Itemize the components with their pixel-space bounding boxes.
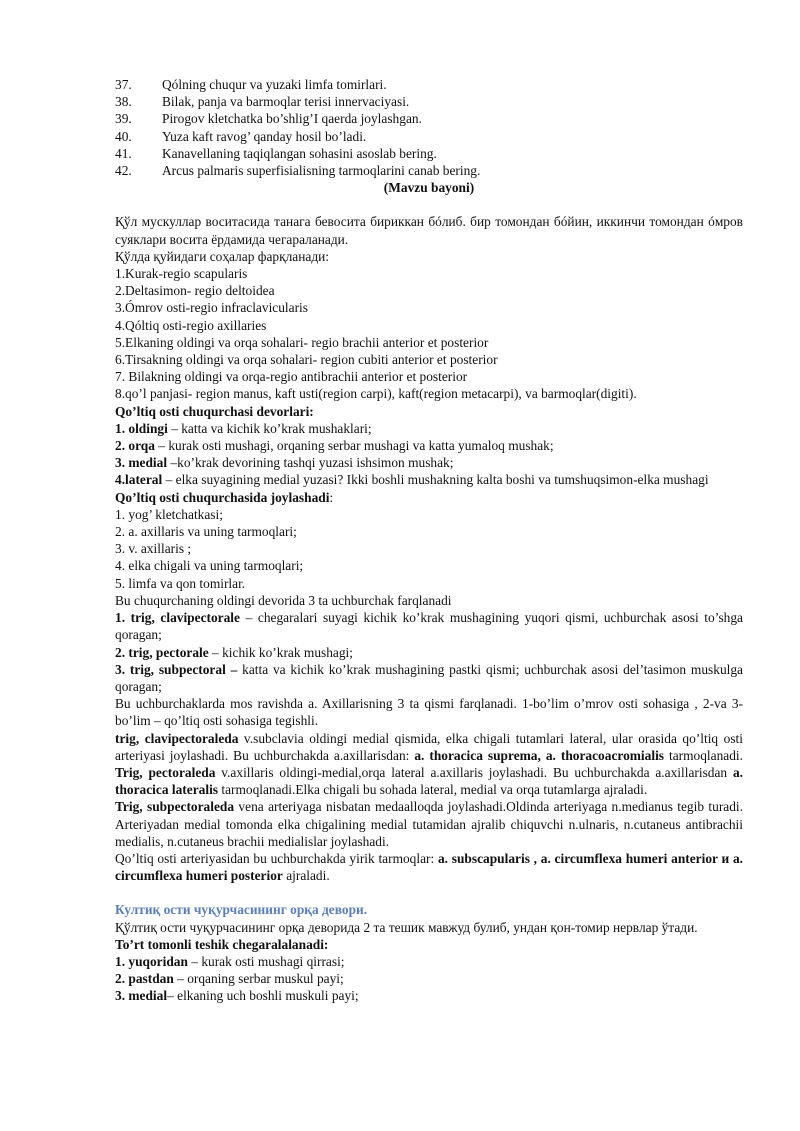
back-wall-paragraph: Қўлтиқ ости чуқурчасининг орқа деворида 2 та тешик мавжуд булиб, ундан қон-томир нервлар ўтади. — [115, 919, 698, 935]
region-item: 2.Deltasimon- regio deltoidea — [115, 283, 275, 299]
item-number: 42. — [115, 163, 132, 179]
content-item: 2. a. axillaris va uning tarmoqlari; — [115, 524, 297, 540]
paragraph-text: v.subclavia oldingi medial qismida, elka chigali tutamlari lateral, ular orasida qo’ltiq osti arteriyasi joylashadi. Bu uchburchakda a.axillarisdan: — [115, 730, 743, 763]
paragraph-text: tarmoqlanadi.Elka chigali bu sohada lateral, medial va orqa tutamlarga ajraladi. — [218, 782, 648, 798]
wall-item — [115, 454, 743, 471]
boundary-label: 1. yuqoridan — [115, 953, 188, 969]
wall-label: 1. oldingi — [115, 420, 168, 436]
wall-label: 2. orqa — [115, 438, 155, 454]
wall-label: 3. medial — [115, 455, 168, 471]
boundary-text: – elkaning uch boshli muskuli payi; — [167, 988, 359, 1004]
triangles-intro: Bu chuqurchaning oldingi devorida 3 ta uchburchak farqlanadi — [115, 592, 452, 608]
region-item: 6.Tirsakning oldingi va orqa sohalari- region cubiti anterior et posterior — [115, 352, 498, 368]
contents-heading — [115, 489, 743, 506]
item-text: Qólning chuqur va yuzaki limfa tomirlari. — [162, 77, 387, 92]
term: a. thoracica lateralis — [115, 764, 743, 798]
back-wall-heading: Култиқ ости чуқурчасининг орқа девори. — [115, 902, 368, 918]
contents-heading-label: Qo’ltiq osti chuqurchasida joylashadi — [115, 489, 330, 505]
wall-text: – kurak osti mushagi, orqaning serbar mushagi va katta yumaloq mushak; — [154, 438, 554, 454]
boundary-text: – orqaning serbar muskul payi; — [173, 971, 344, 987]
boundary-label: 2. pastdan — [115, 971, 174, 987]
paragraph-text: v.axillaris oldingi-medial,orqa lateral a.axillaris joylashadi. Bu uchburchakda a.axillarisdan — [215, 764, 733, 780]
wall-text: –ko’krak devorining tashqi yuzasi ishsimon mushak; — [167, 455, 454, 471]
term: a. subscapularis , a. circumflexa humeri anterior и a. circumflexa humeri posterior — [115, 850, 743, 884]
region-item: 5.Elkaning oldingi va orqa sohalari- regio brachii anterior et posterior — [115, 334, 489, 350]
contents-heading-colon: : — [329, 489, 334, 505]
regions-heading: Қўлда қуйидаги соҳалар фарқланади: — [115, 248, 330, 264]
boundary-item — [115, 953, 743, 970]
content-item: 1. yog’ kletchatkasi; — [115, 506, 223, 522]
paragraph-text: tarmoqlanadi. — [664, 747, 743, 763]
region-item: 1.Kurak-regio scapularis — [115, 266, 248, 282]
term: trig, clavipectoraleda — [115, 730, 239, 746]
item-number: 38. — [115, 94, 132, 110]
triangle-item — [115, 644, 743, 661]
triangle-label: 1. trig, clavipectorale — [115, 610, 240, 626]
content-item: 5. limfa va qon tomirlar. — [115, 575, 246, 591]
item-number: 41. — [115, 145, 132, 161]
term: Trig, pectoraleda — [115, 764, 216, 780]
region-item: 4.Qóltiq osti-regio axillaries — [115, 317, 267, 333]
section-title: (Mavzu bayoni) — [383, 180, 475, 196]
wall-text: – katta va kichik ko’krak mushaklari; — [167, 420, 372, 436]
triangle-label: 3. trig, subpectoral – — [115, 661, 238, 677]
list-item — [115, 110, 743, 127]
boundary-text: – kurak osti mushagi qirrasi; — [187, 953, 345, 969]
list-item — [115, 93, 743, 110]
term: Trig, subpectoraleda — [115, 799, 235, 815]
clavipectoral-paragraph — [115, 730, 743, 799]
boundary-item — [115, 970, 743, 987]
list-item — [115, 145, 743, 162]
term: a. thoracica suprema, a. thoracoacromialis — [414, 747, 665, 763]
paragraph-text: vena arteriyaga nisbatan medaalloqda joylashadi.Oldinda arteriyaga n.medianus tegib turadi. Arteriyadan medial tomonda elka chigalining medial tutamidan ajralib chiquvchi n.ulnaris, n.cutaneus antibrachii medialis, n.cutaneus brachii medialislar joylashadi. — [115, 799, 743, 849]
wall-item — [115, 437, 743, 454]
triangle-text: – chegaralari suyagi kichik ko’krak mushagining yuqori qismi, uchburchak asosi to’shga qoragan; — [115, 610, 743, 643]
list-item — [115, 162, 743, 179]
triangle-text: katta va kichik ko’krak mushagining pastki qismi; uchburchak asosi del’tasimon muskulga qoragan; — [115, 661, 743, 694]
intro-paragraph: Қўл мускуллар воситасида танага бевосита бириккан бóлиб. бир томондан бóйин, иккинчи томондан óмров суяклари восита ёрдамида чегараланади. — [115, 214, 743, 247]
item-number: 37. — [115, 77, 132, 92]
list-item — [115, 128, 743, 145]
wall-item — [115, 420, 743, 437]
region-item: 8.qo’l panjasi- region manus, kaft usti(region carpi), kaft(region metacarpi), va barmoqlar(digiti). — [115, 386, 637, 402]
four-sided-heading: To’rt tomonli teshik chegaralalanadi: — [115, 936, 329, 952]
axillary-parts-paragraph: Bu uchburchaklarda mos ravishda a. Axillarisning 3 ta qismi farqlanadi. 1-bo’lim o’mrov osti sohasiga , 2-va 3-bo’lim – qo’ltiq osti sohasiga tegishli. — [115, 696, 743, 729]
question-list — [115, 76, 743, 179]
item-text: Yuza kaft ravog’ qanday hosil bo’ladi. — [162, 128, 367, 144]
branches-paragraph — [115, 850, 743, 884]
item-number: 40. — [115, 128, 132, 144]
item-text: Bilak, panja va barmoqlar terisi innervaciyasi. — [162, 94, 410, 110]
item-text: Arcus palmaris superfisialisning tarmoqlarini canab bering. — [162, 163, 481, 179]
wall-text: – elka suyagining medial yuzasi? Ikki boshli mushakning kalta boshi va tumshuqsimon-elka mushagi — [162, 472, 709, 488]
walls-heading: Qo’ltiq osti chuqurchasi devorlari: — [115, 403, 314, 419]
region-item: 3.Ómrov osti-regio infraclavicularis — [115, 300, 308, 316]
triangle-text: – kichik ko’krak mushagi; — [208, 644, 353, 660]
item-text: Pirogov kletchatka bo’shlig’I qaerda joylashgan. — [162, 111, 422, 127]
boundary-label: 3. medial — [115, 988, 168, 1004]
boundary-item — [115, 987, 743, 1004]
paragraph-text: Qo’ltiq osti arteriyasidan bu uchburchakda yirik tarmoqlar: — [115, 850, 438, 866]
region-item: 7. Bilakning oldingi va orqa-regio antibrachii anterior et posterior — [115, 369, 468, 385]
list-item — [115, 76, 743, 93]
content-item: 4. elka chigali va uning tarmoqlari; — [115, 558, 304, 574]
paragraph-text: ajraladi. — [282, 868, 330, 884]
item-number: 39. — [115, 111, 132, 127]
content-item: 3. v. axillaris ; — [115, 541, 192, 557]
subpectoral-paragraph — [115, 798, 743, 850]
wall-item — [115, 471, 743, 488]
wall-label: 4.lateral — [115, 472, 163, 488]
item-text: Kanavellaning taqiqlangan sohasini asoslab bering. — [162, 145, 437, 161]
triangle-item — [115, 609, 743, 643]
triangle-item — [115, 661, 743, 695]
triangle-label: 2. trig, pectorale — [115, 644, 209, 660]
